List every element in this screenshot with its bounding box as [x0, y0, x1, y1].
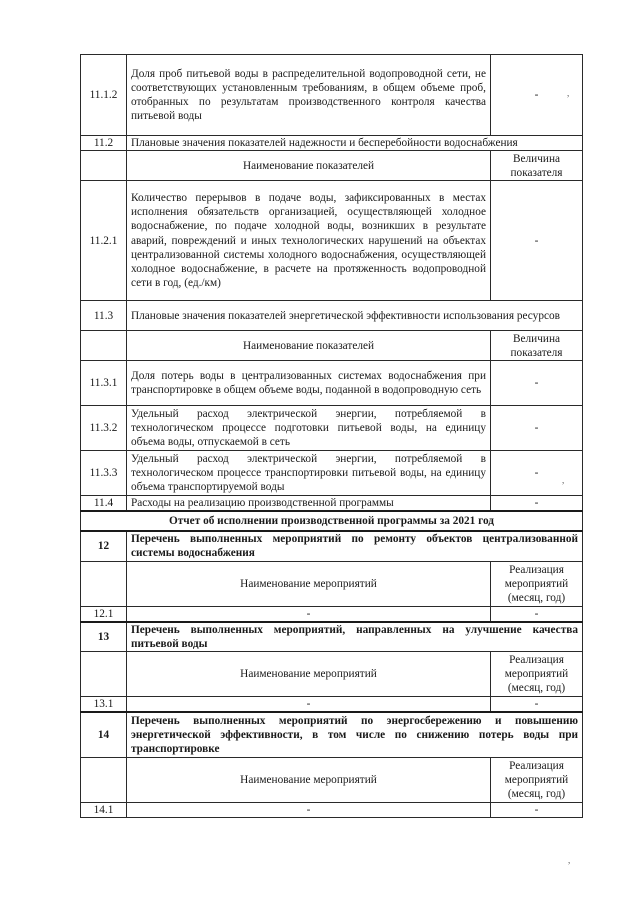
table-row: [81, 606, 583, 622]
row-number: 11.3.2: [81, 406, 127, 451]
scan-speck: ,: [568, 855, 571, 865]
column-header-value: Реализация мероприятий (месяц, год): [491, 561, 583, 606]
table-row: [81, 561, 583, 606]
indicator-text: Количество перерывов в подаче воды, зафиксированных в местах исполнения обязательств организацией, осуществляющей холодное водоснабжение, по подаче холодной воды, возникших в результате аварий, повреждений и иных технологических нарушений на объектах централизованной системы холодного водоснабжения, осуществляющей холодное водоснабжение, в расчете на протяженность водопроводной сети в год, (ед./км): [127, 181, 491, 301]
table-row: [81, 757, 583, 802]
section-title: Перечень выполненных мероприятий по ремонту объектов централизованной системы водоснабжения: [127, 531, 583, 561]
measure-name: -: [127, 606, 491, 622]
indicator-value: -: [491, 496, 583, 512]
table-row: [81, 331, 583, 361]
measure-date: -: [491, 606, 583, 622]
column-header-value: Величина показателя: [491, 331, 583, 361]
measure-name: -: [127, 802, 491, 817]
table-row: [81, 652, 583, 697]
section-number: 12: [81, 531, 127, 561]
table-row: [81, 697, 583, 713]
empty-cell: [81, 561, 127, 606]
row-number: 11.2: [81, 136, 127, 151]
indicator-value: -: [491, 361, 583, 406]
scan-speck: ,: [562, 475, 565, 485]
program-table: [80, 54, 583, 818]
table-row: [81, 151, 583, 181]
empty-cell: [81, 331, 127, 361]
column-header-value: Реализация мероприятий (месяц, год): [491, 652, 583, 697]
table-row: [81, 511, 583, 531]
indicator-text: Доля проб питьевой воды в распределительной водопроводной сети, не соответствующих установленным требованиям, в общем объеме проб, отобранных по результатам производственного контроля качества питьевой воды: [127, 55, 491, 136]
indicator-value: -: [491, 181, 583, 301]
section-title: Перечень выполненных мероприятий, направленных на улучшение качества питьевой воды: [127, 622, 583, 652]
row-number: 14.1: [81, 802, 127, 817]
empty-cell: [81, 151, 127, 181]
row-number: 12.1: [81, 606, 127, 622]
table-row: [81, 181, 583, 301]
measure-date: -: [491, 697, 583, 713]
indicator-text: Удельный расход электрической энергии, потребляемой в технологическом процессе транспортировки питьевой воды, на единицу объема транспортируемой воды: [127, 451, 491, 496]
row-number: 11.1.2: [81, 55, 127, 136]
table-row: [81, 531, 583, 561]
report-title: Отчет об исполнении производственной программы за 2021 год: [81, 511, 583, 531]
table-row: [81, 136, 583, 151]
table-row: [81, 361, 583, 406]
column-header-name: Наименование мероприятий: [127, 652, 491, 697]
row-number: 11.2.1: [81, 181, 127, 301]
indicator-value: -: [491, 451, 583, 496]
indicator-text: Удельный расход электрической энергии, потребляемой в технологическом процессе подготовки питьевой воды, на единицу объема воды, отпускаемой в сеть: [127, 406, 491, 451]
table-row: [81, 622, 583, 652]
measure-date: -: [491, 802, 583, 817]
section-number: 14: [81, 712, 127, 757]
section-number: 13: [81, 622, 127, 652]
column-header-value: Реализация мероприятий (месяц, год): [491, 757, 583, 802]
column-header-name: Наименование показателей: [127, 151, 491, 181]
section-title: Плановые значения показателей энергетической эффективности использования ресурсов: [127, 301, 583, 331]
empty-cell: [81, 652, 127, 697]
section-title: Перечень выполненных мероприятий по энергосбережению и повышению энергетической эффективности, в том числе по снижению потерь воды при транспортировке: [127, 712, 583, 757]
table-row: [81, 802, 583, 817]
table-row: [81, 55, 583, 136]
section-title: Плановые значения показателей надежности и бесперебойности водоснабжения: [127, 136, 583, 151]
indicator-value: -: [491, 55, 583, 136]
table-row: [81, 496, 583, 512]
empty-cell: [81, 757, 127, 802]
indicator-value: -: [491, 406, 583, 451]
table-row: [81, 712, 583, 757]
column-header-name: Наименование мероприятий: [127, 561, 491, 606]
row-number: 13.1: [81, 697, 127, 713]
indicator-text: Доля потерь воды в централизованных системах водоснабжения при транспортировке в общем объеме воды, поданной в водопроводную сеть: [127, 361, 491, 406]
table-row: [81, 406, 583, 451]
row-number: 11.4: [81, 496, 127, 512]
column-header-value: Величина показателя: [491, 151, 583, 181]
indicator-text: Расходы на реализацию производственной программы: [127, 496, 491, 512]
scan-speck: ,: [567, 88, 570, 98]
column-header-name: Наименование мероприятий: [127, 757, 491, 802]
table-row: [81, 451, 583, 496]
table-row: [81, 301, 583, 331]
row-number: 11.3.1: [81, 361, 127, 406]
row-number: 11.3.3: [81, 451, 127, 496]
measure-name: -: [127, 697, 491, 713]
row-number: 11.3: [81, 301, 127, 331]
column-header-name: Наименование показателей: [127, 331, 491, 361]
